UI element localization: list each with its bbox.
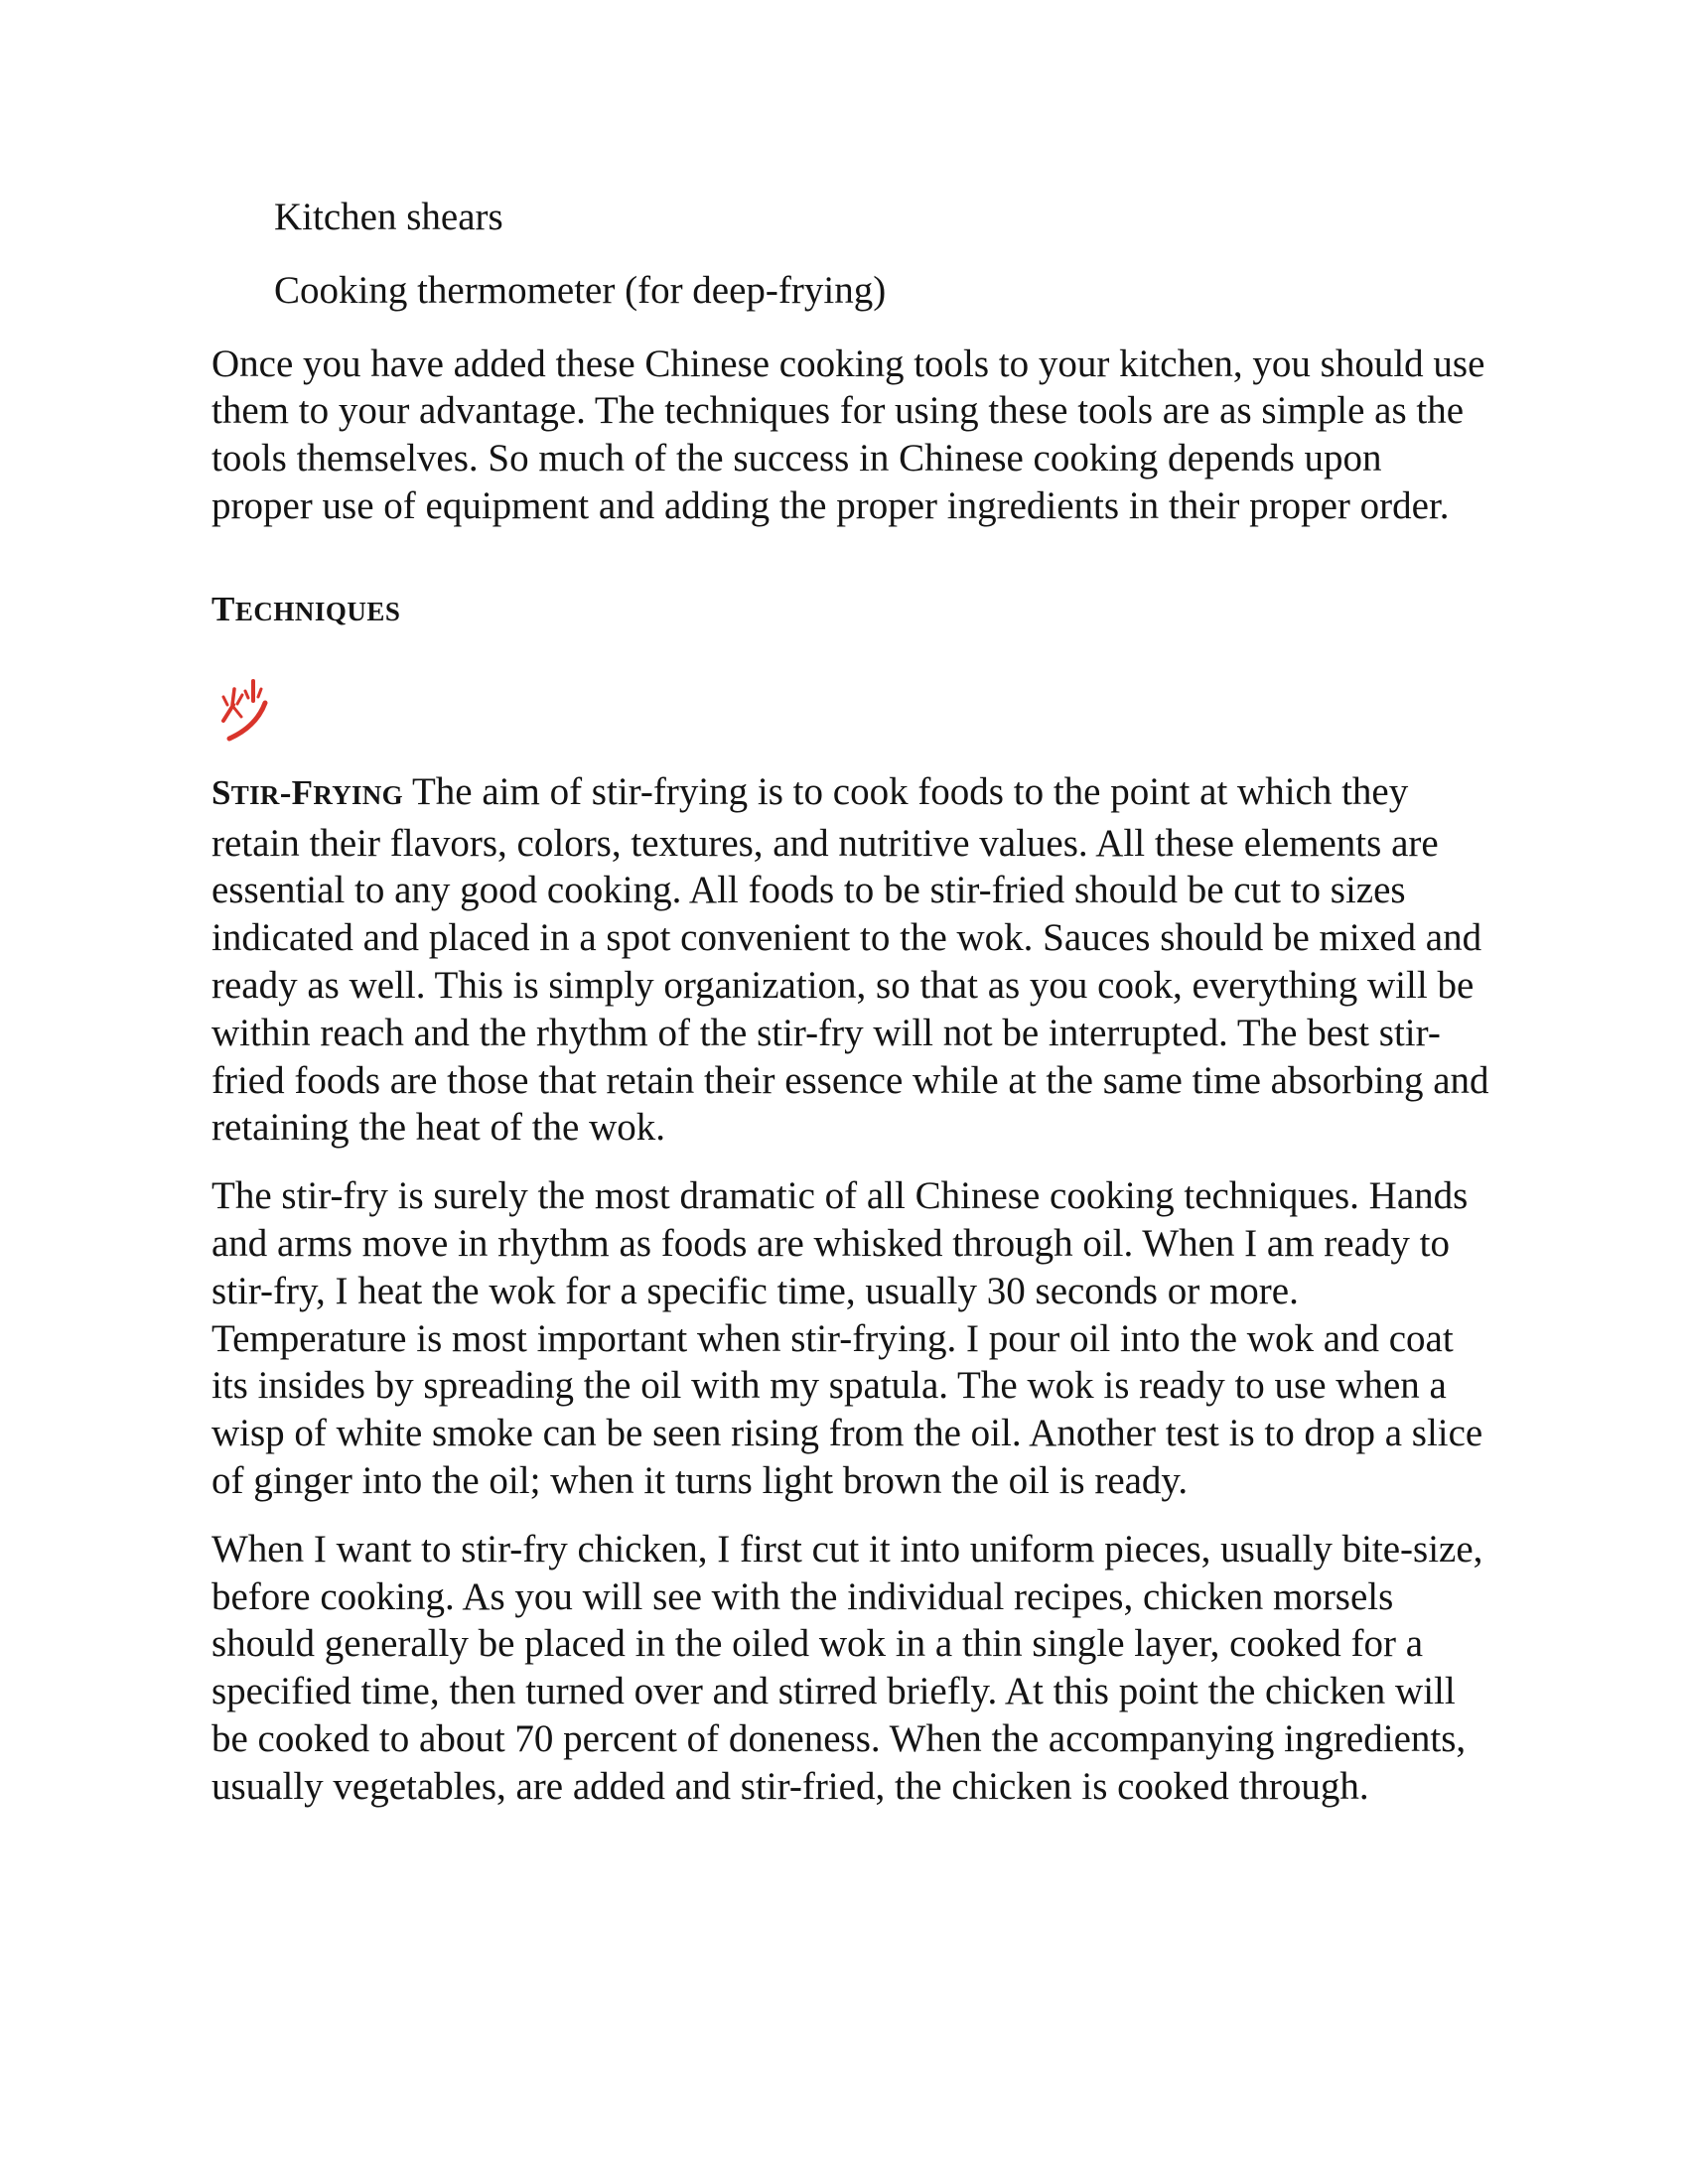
list-item-cooking-thermometer: Cooking thermometer (for deep-frying): [274, 268, 887, 312]
intro-paragraph: Once you have added these Chinese cooking tools to your kitchen, you should use them to your advantage. The techniques for using these tools are as simple as the tools themselves. So much of the success in Chinese cooking depends upon proper use of equipment and adding the proper ingredients in their proper order.: [211, 341, 1485, 527]
section-heading-techniques: [211, 586, 1492, 635]
chinese-character-stir-fry-icon: [215, 677, 275, 747]
runin-rest-tir: TIR: [230, 779, 280, 810]
ornament-glyph-svg: [215, 677, 275, 747]
page-content: [211, 194, 1492, 1832]
stir-fry-paragraph-2: The stir-fry is surely the most dramatic of all Chinese cooking techniques. Hands and arms move in rhythm as foods are whisked through oil. When I am ready to stir-fry, I heat the wok for a specific time, usually 30 seconds or more. Temperature is most important when stir-frying. I pour oil into the wok and coat its insides by spreading the oil with my spatula. The wok is ready to use when a wisp of white smoke can be seen rising from the oil. Another test is to drop a slice of ginger into the oil; when it turns light brown the oil is ready.: [211, 1174, 1483, 1502]
heading-rest: ECHNIQUES: [234, 596, 401, 626]
runin-initial-f: F: [291, 772, 314, 812]
runin-hyphen: -: [279, 772, 292, 812]
heading-initial: T: [211, 589, 235, 628]
stir-fry-paragraph-1-text: The aim of stir-frying is to cook foods to the point at which they retain their flavors, colors, textures, and nutritive values. All these elements are essential to any good cooking. All foods to be stir-fried should be cut to sizes indicated and placed in a spot convenient to the wok. Sauces should be mixed and ready as well. This is simply organization, so that as you cook, everything will be within reach and the rhythm of the stir-fry will not be interrupted. The best stir-fried foods are those that retain their essence while at the same time absorbing and retaining the heat of the wok.: [211, 769, 1489, 1150]
list-item-kitchen-shears: Kitchen shears: [274, 196, 503, 238]
stir-fry-paragraph-3: When I want to stir-fry chicken, I first cut it into uniform pieces, usually bite-size, before cooking. As you will see with the individual recipes, chicken morsels should generally be placed in the oiled wok in a thin single layer, cooked for a specified time, then turned over and stirred briefly. At this point the chicken will be cooked to about 70 percent of doneness. When the accompanying ingredients, usually vegetables, are added and stir-fried, the chicken is cooked through.: [211, 1527, 1483, 1808]
stir-fry-paragraph-1: [211, 768, 1492, 1152]
runin-initial-s: S: [211, 772, 231, 812]
run-in-heading-stir-frying: [211, 770, 403, 813]
runin-rest-rying: RYING: [313, 779, 403, 810]
